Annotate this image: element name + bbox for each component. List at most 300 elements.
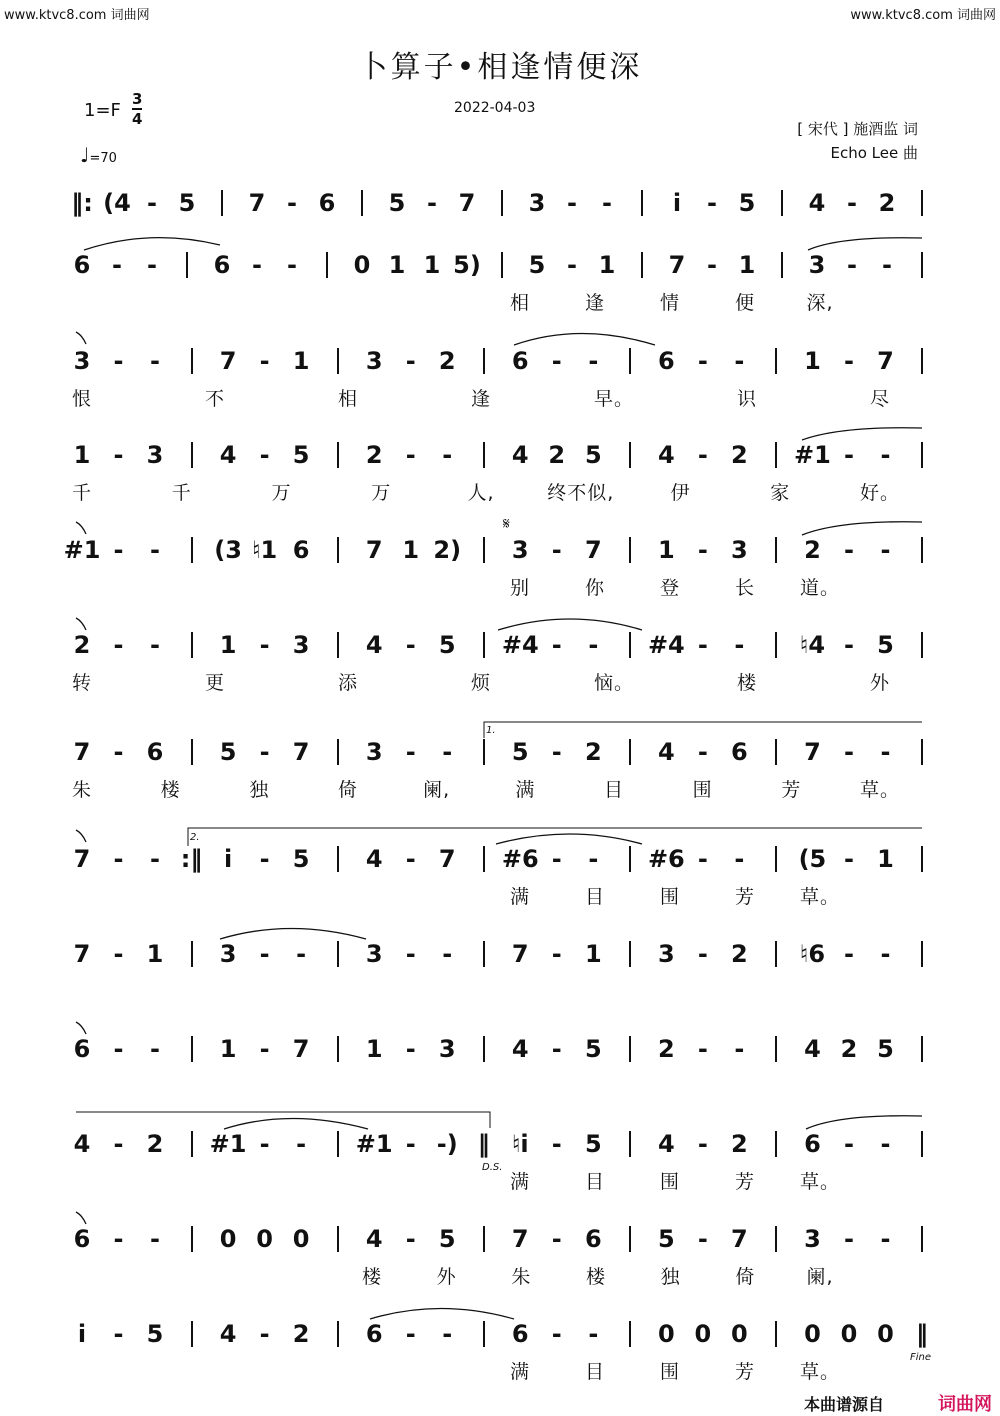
note-token: 0 [353,251,371,279]
note-token: - [442,441,453,469]
note-token: 0 [877,1320,894,1348]
slur [220,929,366,940]
barline [921,442,923,468]
note-token: - [150,631,161,659]
lyric-word: 外 [869,672,891,694]
barline [775,537,777,563]
lyric-word: 围 [659,1171,681,1193]
note-token: 2 [731,1130,748,1158]
slur-tail [76,1212,86,1224]
note-token: 2 [840,1035,858,1063]
note-token: - [113,1035,124,1063]
note-token: 4 [365,631,383,659]
barline [775,941,777,967]
note-token: 2 [365,441,383,469]
note-token: - [697,940,708,968]
note-token: 1 [388,251,406,279]
note-token: - [113,441,124,469]
lyric-word: 万 [371,482,392,504]
lyric-word: 深, [806,292,834,314]
lyric-word: 好。 [859,482,901,504]
note-token: - [551,1035,562,1063]
note-token: (5 [798,845,827,873]
note-token: - [707,189,717,217]
barline [501,252,503,278]
barline [361,190,363,216]
barline [483,348,485,374]
score-row [0,1319,1000,1359]
barline [191,348,193,374]
tempo-marking [80,143,117,167]
note-token: - [259,738,270,766]
note-token: - [287,189,297,217]
note-token: 0 [657,1320,675,1348]
barline [775,632,777,658]
bracket-line [76,1112,490,1128]
barline [337,1131,339,1157]
barline [629,1036,631,1062]
note-token: - [551,347,562,375]
note-token: 5 [528,251,546,279]
lyric-word: 便 [734,292,756,314]
score-row [0,250,1000,290]
note-token: 3 [511,536,529,564]
barline [775,739,777,765]
note-token: #6 [647,845,685,873]
note-token: 7 [668,251,686,279]
note-token: - [697,1225,708,1253]
lyric-word: 识 [736,388,758,410]
lyric-word: 人, [467,482,495,504]
note-token: - [843,1130,854,1158]
lyric-word: 恼。 [593,672,635,694]
note-token: - [405,441,416,469]
lyric-word: 恨 [71,388,93,410]
note-token: - [588,347,599,375]
note-token: - [602,189,612,217]
note-token: - [697,845,708,873]
note-token: 7 [73,845,91,873]
note-token: 5 [219,738,237,766]
note-token: - [847,251,857,279]
barline [221,190,223,216]
score-row [0,188,1000,228]
barline [921,632,923,658]
note-token: - [287,251,297,279]
barline [775,1321,777,1347]
slur [806,1116,922,1129]
lyric-word: 独 [660,1266,681,1288]
note-token: 6 [146,738,164,766]
note-token: 1 [738,251,756,279]
note-token: 1 [73,441,91,469]
song-title: 卜算子•相逢情便深 [357,50,643,85]
note-token: 6 [365,1320,383,1348]
note-token: 3 [438,1035,456,1063]
lyric-word: 伊 [670,482,691,504]
segno-mark: 𝄋 [503,514,510,533]
barline [629,846,631,872]
note-token: 1 [219,1035,237,1063]
note-token: 2 [73,631,91,659]
barline [629,1226,631,1252]
note-token: 1 [146,940,164,968]
volta-2-label: 2. [190,832,200,843]
note-token: - [147,189,157,217]
note-token: - [442,940,453,968]
lyric-word: 围 [659,886,681,908]
note-token: 2 [292,1320,310,1348]
note-token: #1 [63,536,101,564]
note-token: - [113,347,124,375]
note-token: 7 [438,845,456,873]
barline [921,739,923,765]
note-token: 2 [731,441,748,469]
volta-1-label: 1. [486,725,496,736]
note-token: 6 [511,1320,529,1348]
note-token: - [405,845,416,873]
note-token: 3 [73,347,91,375]
lyric-word: 目 [584,886,606,908]
lyric-word: 草。 [799,1361,841,1383]
note-token: - [734,845,745,873]
note-token: - [880,1130,891,1158]
note-token: - [697,1130,708,1158]
note-token: - [405,940,416,968]
note-token: 4 [73,1130,91,1158]
note-token: - [847,189,857,217]
note-token: 7 [511,1225,529,1253]
barline [337,632,339,658]
lyric-word: 烦 [470,672,492,694]
note-token: - [405,1225,416,1253]
note-token: - [734,1035,745,1063]
barline [191,442,193,468]
note-token: 6 [73,251,91,279]
note-token: - [252,251,262,279]
note-token: - [880,738,891,766]
note-token: 4 [219,1320,237,1348]
time-signature [132,90,142,128]
watermark-right: www.ktvc8.com 词曲网 [850,8,996,23]
barline [921,190,923,216]
note-token: 7 [511,940,529,968]
note-token: - [843,347,854,375]
note-token: - [150,347,161,375]
note-token: 4 [804,1035,821,1063]
note-token: ♮1 [251,536,278,564]
note-token: - [882,251,892,279]
note-token: 0 [694,1320,712,1348]
note-token: 2 [438,347,456,375]
barline [191,1131,193,1157]
barline [337,1321,339,1347]
note-token: 7 [219,347,237,375]
note-token: - [442,738,453,766]
note-token: 3 [365,940,383,968]
note-token: - [697,738,708,766]
note-token: - [843,536,854,564]
note-token: 7 [292,738,310,766]
note-token: ♮6 [799,940,826,968]
barline [191,537,193,563]
note-token: 6 [213,251,231,279]
note-token: - [427,189,437,217]
note-token: - [697,441,708,469]
barline [337,1226,339,1252]
note-token: 5 [877,631,894,659]
barline [483,1226,485,1252]
volta-1-bracket [484,722,922,738]
note-token: 2 [878,189,896,217]
slur [224,1119,368,1130]
note-token: 3 [528,189,546,217]
note-token: - [551,1320,562,1348]
note-token: 4 [657,1130,675,1158]
note-token: - [880,1225,891,1253]
lyric-word: 独 [249,779,270,801]
barline [629,1131,631,1157]
barline [775,1226,777,1252]
note-token: 0 [256,1225,273,1253]
lyric-word: 添 [337,672,359,694]
score-row [0,1034,1000,1074]
slur [514,334,655,346]
lyric-word: 朱 [511,1266,532,1288]
note-token: 3 [292,631,310,659]
slur-tail [76,1022,86,1034]
slur-tail [76,618,86,630]
note-token: - [259,347,270,375]
note-token: 5) [453,251,481,279]
note-token: - [113,1225,124,1253]
note-token: #6 [501,845,539,873]
lyric-word: 草。 [799,1171,841,1193]
barline [775,348,777,374]
note-token: 7 [458,189,476,217]
note-token: - [843,738,854,766]
ds-mark: D.S. [482,1162,503,1173]
lyricist-credit: [ 宋代 ] 施酒监 词 [797,120,918,138]
barline [921,1226,923,1252]
note-token: 6 [804,1130,821,1158]
lyric-word: 尽 [869,388,891,410]
note-token: #1 [794,441,831,469]
barline [191,1321,193,1347]
note-token: - [551,845,562,873]
note-token: - [405,1035,416,1063]
note-token: 1 [423,251,441,279]
lyric-word: 目 [584,1171,606,1193]
note-token: - [405,631,416,659]
note-token: 7 [248,189,266,217]
lyric-word: 满 [509,886,531,908]
lyric-word: 阑, [806,1266,834,1288]
note-token: 5 [584,1130,602,1158]
barline [191,941,193,967]
note-token: - [697,1035,708,1063]
note-token: 2 [657,1035,675,1063]
note-token: 6 [511,347,529,375]
lyric-word: 阑, [423,779,451,801]
note-token: 2 [584,738,602,766]
note-token: - [296,940,307,968]
lyric-word: 千 [71,482,93,504]
lyric-word: 万 [271,482,292,504]
note-token: 5 [584,1035,602,1063]
note-token: - [113,738,124,766]
note-token: - [405,1130,416,1158]
note-token: 2 [146,1130,164,1158]
score-row [0,535,1000,575]
note-token: - [567,189,577,217]
note-token: 4 [511,441,529,469]
note-token: #4 [501,631,539,659]
tempo-value: =70 [89,151,117,166]
note-token: 7 [292,1035,310,1063]
barline [921,252,923,278]
barline [629,941,631,967]
lyric-word: 楼 [160,779,181,801]
barline [483,537,485,563]
note-token: - [113,536,124,564]
lyric-word: 目 [603,779,625,801]
lyric-word: 楼 [736,672,758,694]
note-token: 7 [804,738,821,766]
note-token: 5 [388,189,406,217]
note-token: 4 [365,1225,383,1253]
barline [921,1131,923,1157]
note-token: 0 [840,1320,858,1348]
note-token: 1 [365,1035,383,1063]
note-token: - [588,631,599,659]
lyric-word: 楼 [585,1266,607,1288]
note-token: 1 [292,347,310,375]
lyric-word: 你 [584,577,606,599]
barline [781,252,783,278]
note-token: 1 [402,536,420,564]
note-token: 5 [657,1225,675,1253]
note-token: 3 [657,940,675,968]
barline [191,1036,193,1062]
barline [921,941,923,967]
time-signature-top: 3 [132,90,143,108]
barline [337,442,339,468]
key-signature: 1=F [84,100,121,121]
note-token: - [551,738,562,766]
lyric-word: 芳 [734,1361,756,1383]
lyric-word: 草。 [859,779,901,801]
note-token: 5 [877,1035,894,1063]
note-token: 7 [731,1225,748,1253]
note-token: - [734,347,745,375]
slur [802,522,922,535]
note-token: - [259,1130,270,1158]
note-token: 5 [438,631,456,659]
lyric-word: 长 [734,577,756,599]
note-token: 2) [433,536,462,564]
note-token: i [223,845,233,873]
barline [775,846,777,872]
barline [483,941,485,967]
note-token: - [259,1035,270,1063]
note-token: - [880,441,891,469]
barline [781,190,783,216]
barline [775,442,777,468]
note-token: 1 [598,251,616,279]
note-token: i [77,1320,87,1348]
note-token: 4 [511,1035,529,1063]
barline [629,537,631,563]
lyric-word: 逢 [584,292,606,314]
note-token: (3 [214,536,242,564]
note-token: - [113,1130,124,1158]
slur [498,619,642,630]
lyric-word: 草。 [799,886,841,908]
note-token: ♮4 [799,631,826,659]
barline [337,739,339,765]
note-token: - [843,441,854,469]
note-token: - [296,1130,307,1158]
note-token: 7 [877,347,894,375]
note-token: 3 [808,251,826,279]
note-token: ♮i [511,1130,529,1158]
note-token: 5 [178,189,196,217]
lyric-word: 相 [337,388,359,410]
note-token: - [113,845,124,873]
barline [921,1036,923,1062]
lyric-word: 围 [659,1361,681,1383]
barline [629,739,631,765]
score-row [0,1224,1000,1264]
time-signature-bottom: 4 [132,110,143,128]
barline [337,941,339,967]
note-token: - [588,1320,599,1348]
note-token: 2 [804,536,821,564]
barline [483,1036,485,1062]
note-token: - [259,441,270,469]
slur [84,238,220,250]
date: 2022-04-03 [454,100,536,116]
slur [802,428,922,440]
note-token: 3 [731,536,748,564]
barline [191,1226,193,1252]
watermark-left: www.ktvc8.com 词曲网 [4,8,150,23]
note-token: 0 [804,1320,821,1348]
note-token: 1 [877,845,894,873]
note-token: #4 [647,631,685,659]
lyric-word: 外 [436,1266,457,1288]
note-token: -) [436,1130,458,1158]
note-token: 4 [365,845,383,873]
barline [921,846,923,872]
note-token: - [880,940,891,968]
note-token: 0 [292,1225,310,1253]
barline [921,348,923,374]
lyric-word: 相 [509,292,531,314]
lyric-word: 满 [515,779,536,801]
note-token: - [843,845,854,873]
note-token: - [697,347,708,375]
note-token: 5 [292,441,310,469]
note-token: 3 [365,738,383,766]
score-row [0,630,1000,670]
note-token: 4 [219,441,237,469]
note-token: - [697,631,708,659]
slur [808,238,922,250]
note-token: :‖ [180,845,203,873]
note-token: - [150,1035,161,1063]
